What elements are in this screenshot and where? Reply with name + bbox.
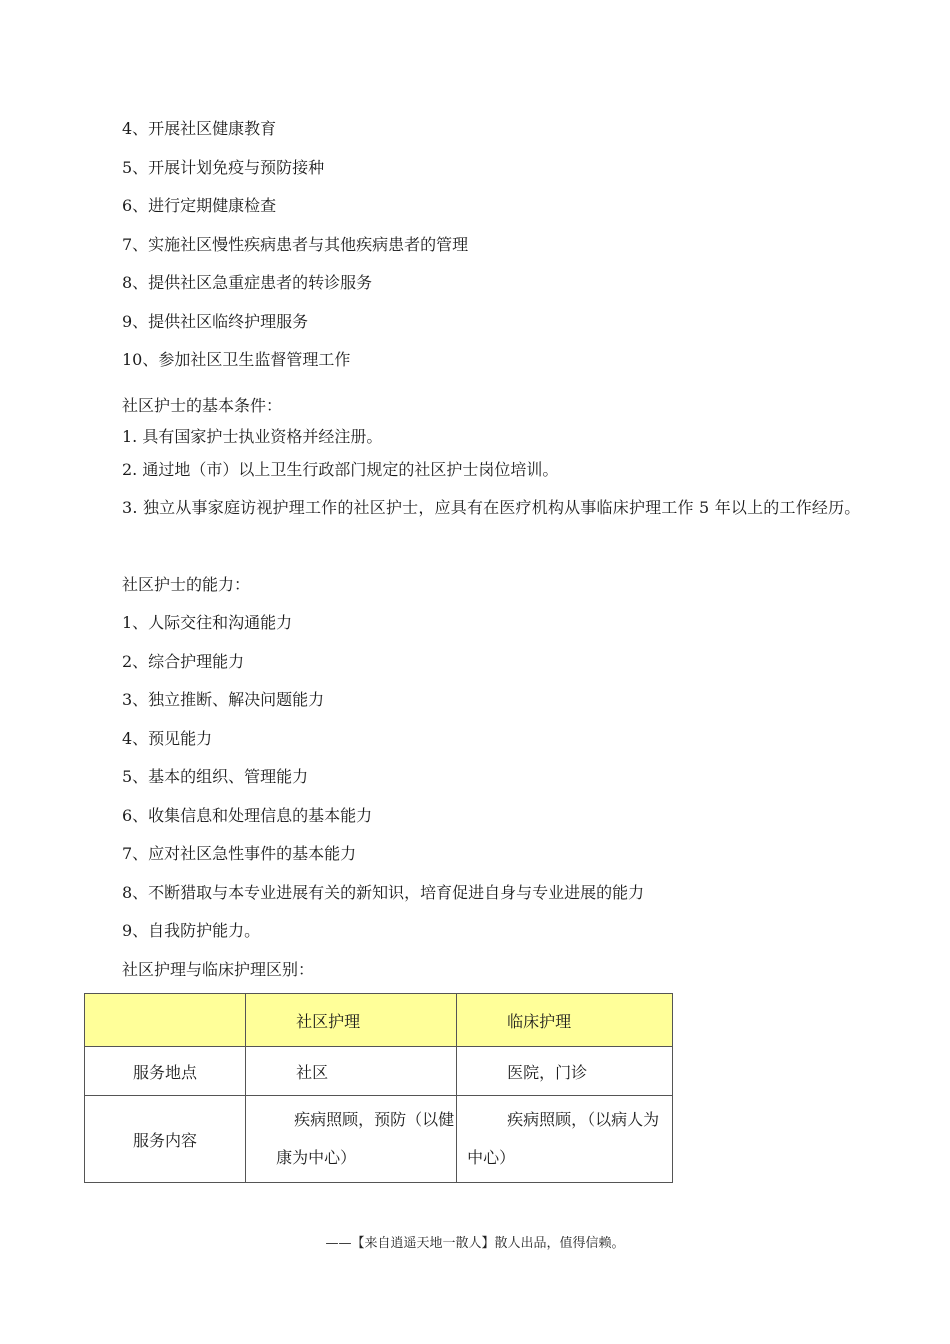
duty-item-4: 4、开展社区健康教育	[122, 119, 277, 138]
page-footer: ——【来自逍遥天地一散人】散人出品，值得信赖。	[325, 1236, 625, 1251]
table-cell	[246, 1096, 457, 1183]
table-header-cell-clinical: 临床护理	[457, 994, 673, 1047]
table-cell: 社区	[246, 1047, 457, 1096]
table-cell-text: 疾病照顾，（以病人为中心）	[467, 1110, 660, 1167]
duty-item-7: 7、实施社区慢性疾病患者与其他疾病患者的管理	[122, 235, 469, 254]
duty-item-9: 9、提供社区临终护理服务	[122, 312, 309, 331]
duty-item-8: 8、提供社区急重症患者的转诊服务	[122, 273, 373, 292]
ability-item-6: 6、收集信息和处理信息的基本能力	[122, 806, 373, 825]
abilities-heading: 社区护士的能力：	[122, 575, 251, 594]
table-cell-row-label: 服务内容	[85, 1096, 246, 1183]
basic-condition-item-3: 3. 独立从事家庭访视护理工作的社区护士，应具有在医疗机构从事临床护理工作 5 年以上的工作经历。	[122, 498, 861, 517]
table-cell-text: 疾病照顾，预防（以健康为中心）	[276, 1110, 455, 1167]
basic-condition-item-1: 1. 具有国家护士执业资格并经注册。	[122, 427, 383, 446]
table-header-row	[85, 994, 673, 1047]
table-header-cell-community: 社区护理	[246, 994, 457, 1047]
ability-item-3: 3、独立推断、解决问题能力	[122, 690, 325, 709]
comparison-table	[84, 993, 673, 1183]
table-cell	[457, 1096, 673, 1183]
ability-item-8: 8、不断猎取与本专业进展有关的新知识，培育促进自身与专业进展的能力	[122, 883, 645, 902]
ability-item-2: 2、综合护理能力	[122, 652, 245, 671]
basic-condition-item-2: 2. 通过地（市）以上卫生行政部门规定的社区护士岗位培训。	[122, 460, 559, 479]
table-row	[85, 1047, 673, 1096]
duty-item-10: 10、参加社区卫生监督管理工作	[122, 350, 351, 369]
duty-item-6: 6、进行定期健康检查	[122, 196, 277, 215]
table-row	[85, 1096, 673, 1183]
duty-item-5: 5、开展计划免疫与预防接种	[122, 158, 325, 177]
ability-item-4: 4、预见能力	[122, 729, 213, 748]
table-cell-row-label: 服务地点	[85, 1047, 246, 1096]
ability-item-5: 5、基本的组织、管理能力	[122, 767, 309, 786]
ability-item-1: 1、人际交往和沟通能力	[122, 613, 293, 632]
table-cell: 医院，门诊	[457, 1047, 673, 1096]
ability-item-7: 7、应对社区急性事件的基本能力	[122, 844, 357, 863]
table-header-cell-blank	[85, 994, 246, 1047]
difference-heading: 社区护理与临床护理区别：	[122, 960, 315, 979]
ability-item-9: 9、自我防护能力。	[122, 921, 261, 940]
basic-conditions-heading: 社区护士的基本条件：	[122, 396, 283, 415]
